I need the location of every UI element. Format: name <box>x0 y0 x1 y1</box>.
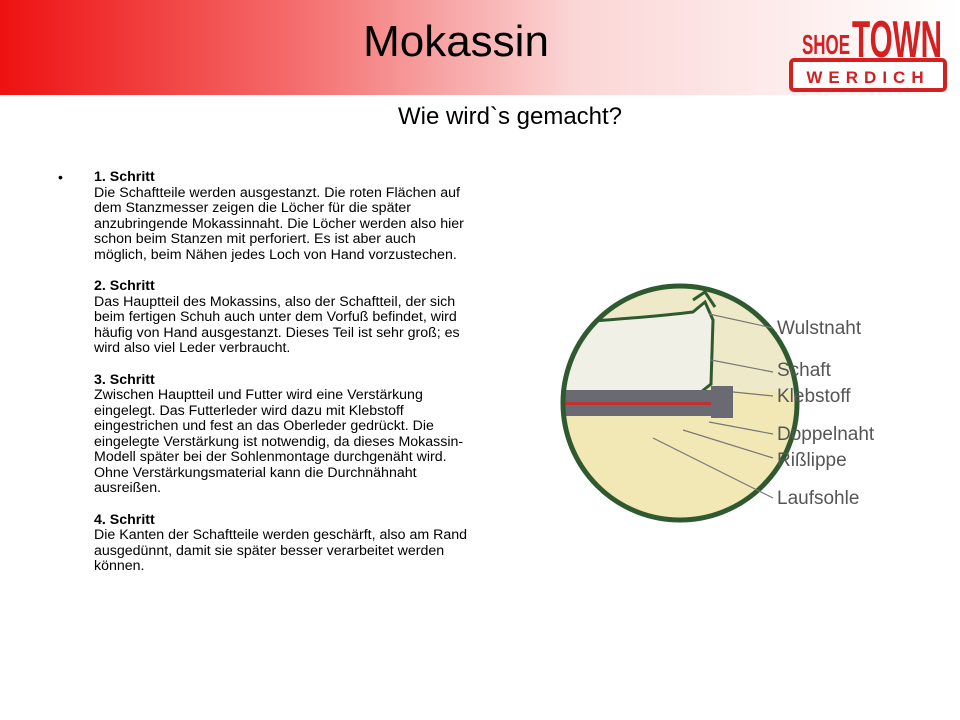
step-text: Zwischen Hauptteil und Futter wird eine Verstärkung eingelegt. Das Futterleder wird dazu mit Klebstoff eingestrichen und fest an das Oberleder gedrückt. Die eingelegte Verstärkung ist notwendig, da dieses Mokassin-Modell später bei der Sohlenmontage durchgenäht wird. Ohne Verstärkungsmaterial kann die Durchnähnaht ausreißen. <box>94 387 464 496</box>
logo-town-text: TOWN <box>852 11 942 69</box>
steps-text <box>94 170 468 591</box>
slide-subtitle: Wie wird`s gemacht? <box>397 103 623 130</box>
step-text: Die Kanten der Schaftteile werden geschärft, also am Rand ausgedünnt, damit sie später besser verarbeitet werden können. <box>94 527 468 574</box>
shoe-cross-section-figure <box>533 262 898 525</box>
shoetown-logo <box>788 2 948 94</box>
label-schaft: Schaft <box>777 360 831 381</box>
step-title: 3. Schritt <box>94 371 155 388</box>
logo-shoe-text: SHOE <box>802 29 850 60</box>
step-text: Die Schaftteile werden ausgestanzt. Die roten Flächen auf dem Stanzmesser zeigen die Löcher für die später anzubringende Mokassinnaht. Die Löcher werden also hier schon beim Stanzen mit perforiert. Es ist aber auch möglich, beim Nähen jedes Loch von Hand vorzustechen. <box>94 184 464 263</box>
logo-werdich-text: WERDICH <box>806 68 930 87</box>
label-wulstnaht: Wulstnaht <box>777 318 862 339</box>
step-1 <box>94 170 468 263</box>
step-title: 2. Schritt <box>94 278 155 294</box>
step-2 <box>94 279 468 357</box>
step-text: Das Hauptteil des Mokassins, also der Schaftteil, der sich beim fertigen Schuh auch unter dem Vorfuß befindet, wird häufig von Hand ausgestanzt. Dieses Teil ist sehr groß; es wird also viel Leder verbraucht. <box>94 293 460 356</box>
bullet-marker: • <box>58 169 63 185</box>
slide-title: Mokassin <box>363 17 549 66</box>
label-risslippe: Rißlippe <box>777 450 847 471</box>
label-laufsohle: Laufsohle <box>777 488 860 509</box>
step-4 <box>94 513 468 575</box>
step-title: 1. Schritt <box>94 169 155 185</box>
step-title: 4. Schritt <box>94 511 155 528</box>
step-3 <box>94 373 468 497</box>
label-doppelnaht: Doppelnaht <box>777 424 875 445</box>
label-klebstoff: Klebstoff <box>777 386 851 407</box>
